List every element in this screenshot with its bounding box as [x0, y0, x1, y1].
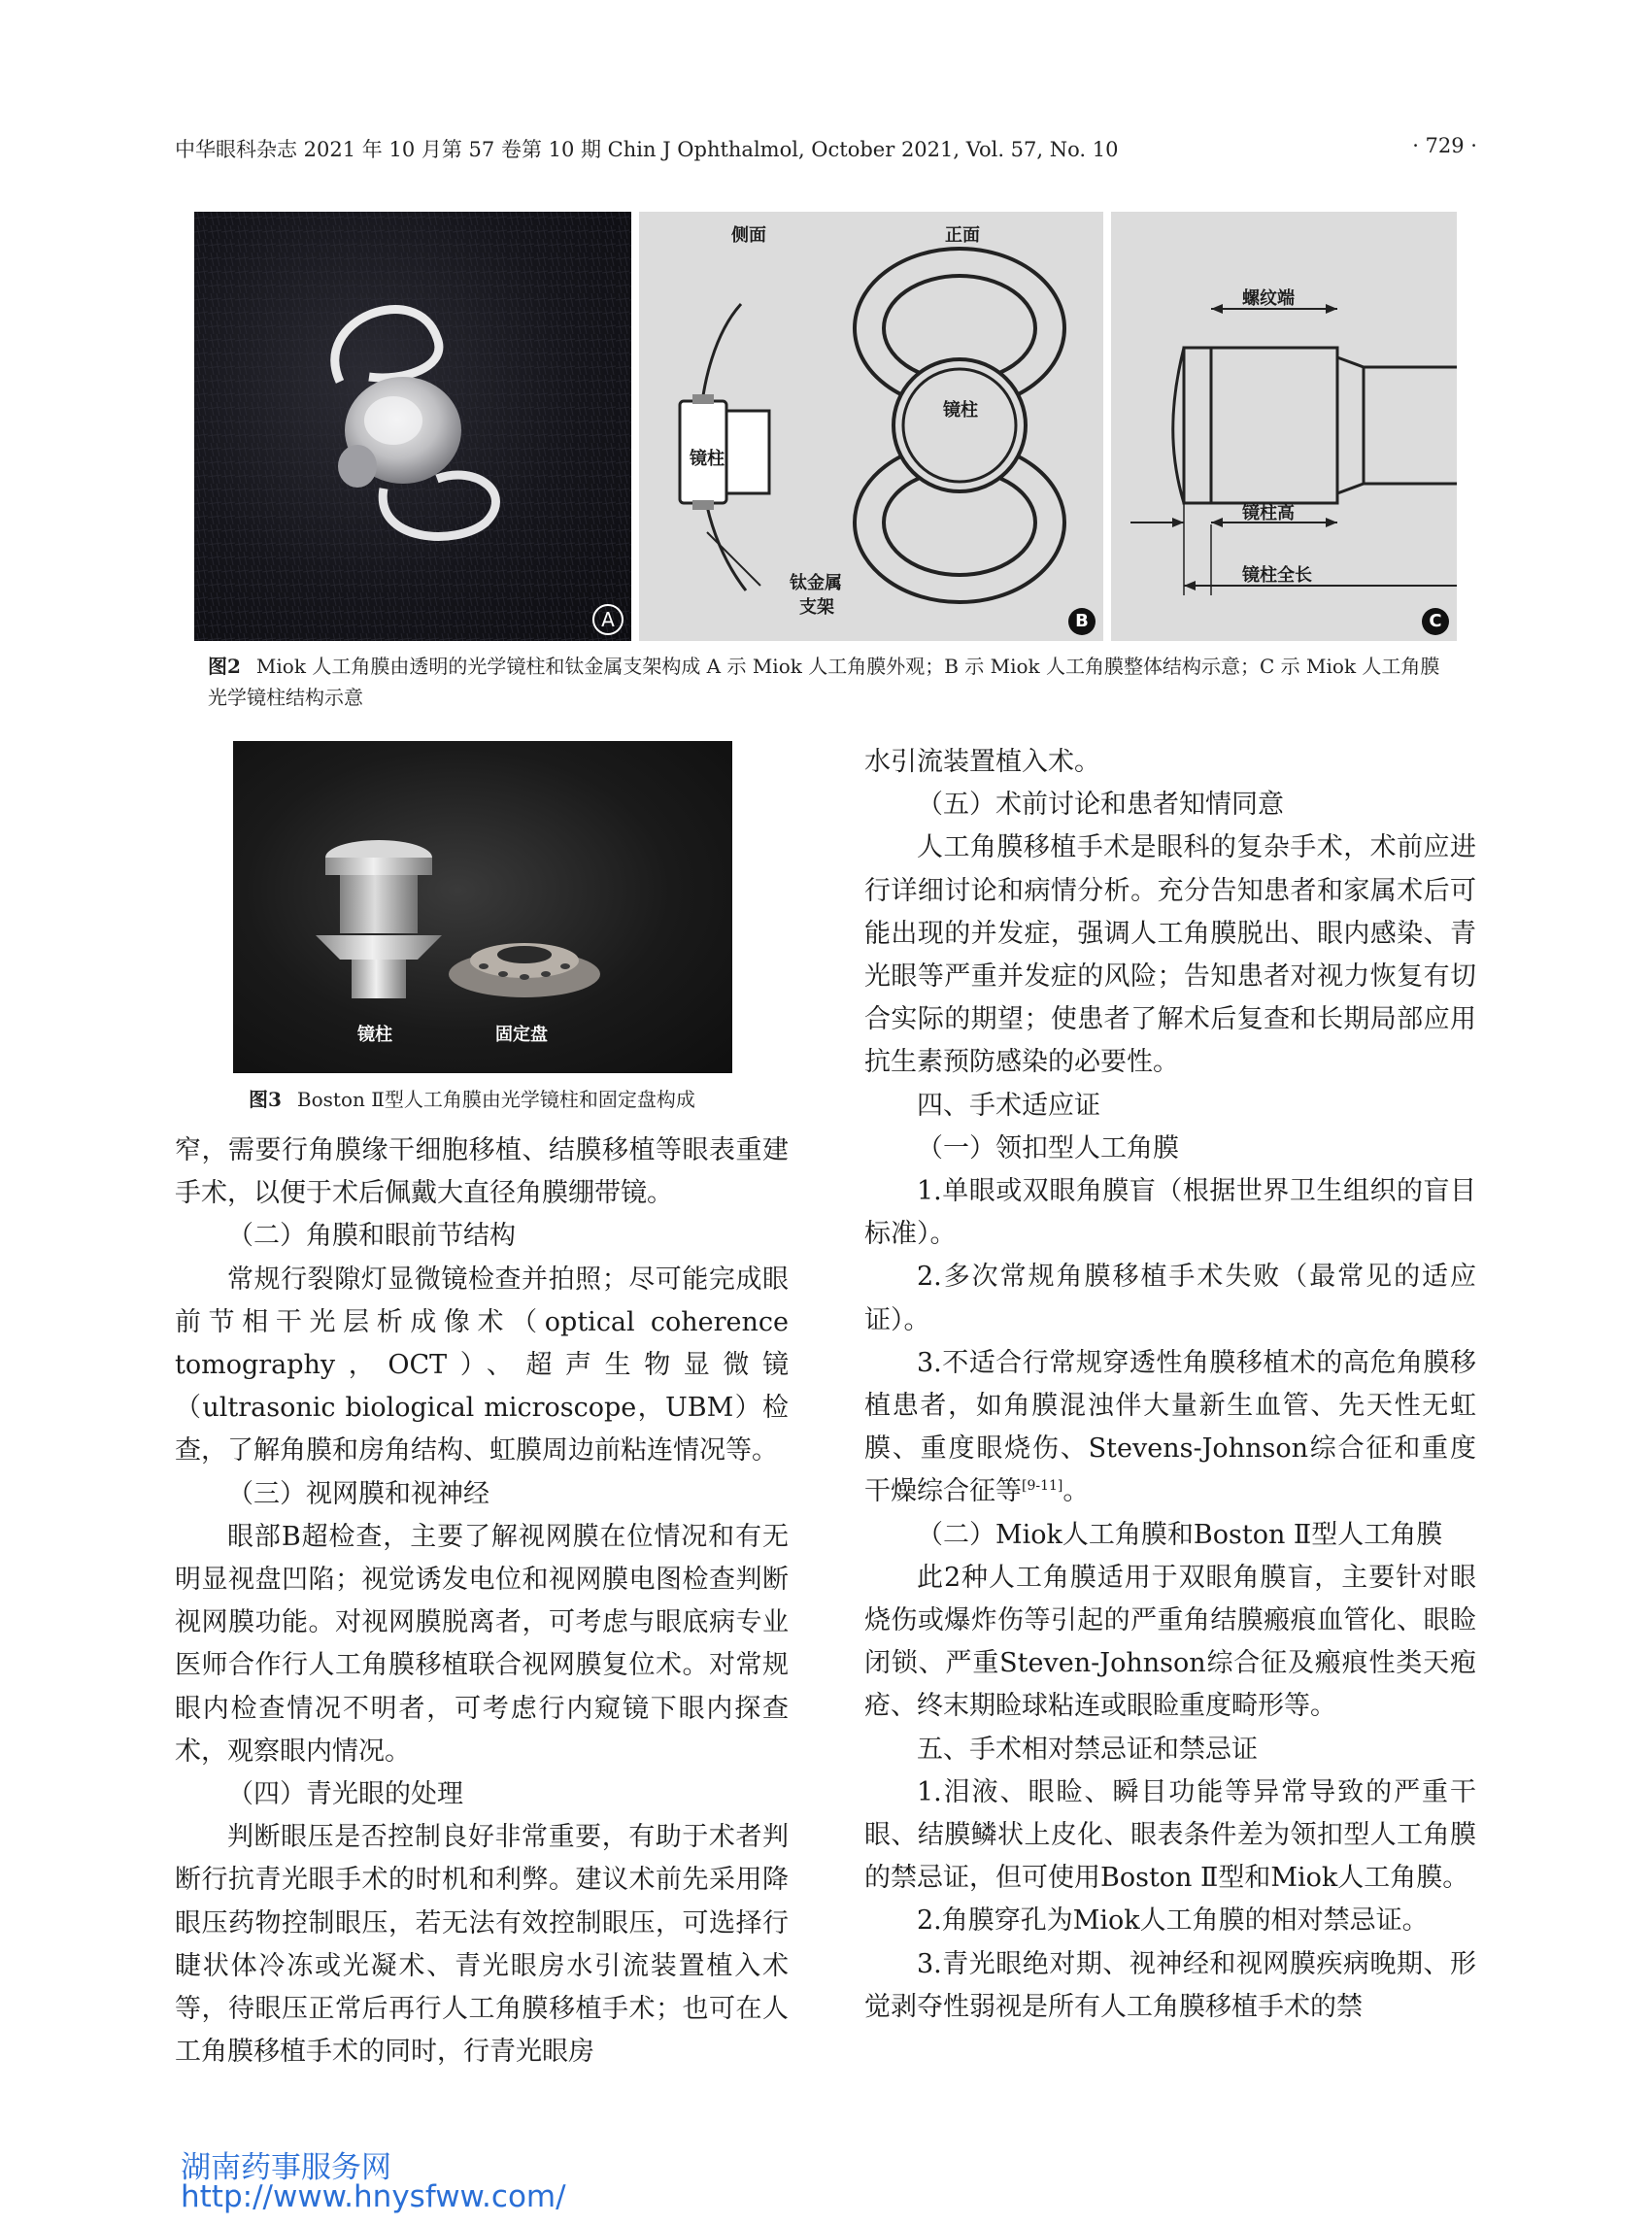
section-heading: （二）角膜和眼前节结构: [227, 1221, 516, 1252]
panel-b-marker-icon: B: [1068, 608, 1096, 635]
figure2-panel-b-schematic: [639, 212, 1103, 641]
optic-length-label: 镜柱全长: [1242, 565, 1312, 586]
section-heading: （四）青光眼的处理: [227, 1779, 463, 1810]
list-item: 2.多次常规角膜移植手术失败（最常见的适应证）。: [864, 1262, 1476, 1335]
figure2-panel-a-photo: [194, 212, 631, 641]
paragraph: 常规行裂隙灯显微镜检查并拍照；尽可能完成眼前节相干光层析成像术（optical coherence tomography，OCT）、超声生物显微镜（ultrasonic biological microscope，UBM）检查，了解角膜和房角结构、虹膜周边前粘连情况等。: [175, 1264, 789, 1466]
citation[interactable]: [9-11]: [1022, 1478, 1063, 1495]
front-optic-label: 镜柱: [943, 400, 978, 421]
page-number: · 729 ·: [1412, 134, 1477, 157]
figure3-caption-label: 图3: [249, 1088, 282, 1111]
left-column: [175, 1129, 789, 2073]
section-heading: 五、手术相对禁忌证和禁忌证: [917, 1734, 1258, 1765]
section-heading: （五）术前讨论和患者知情同意: [917, 790, 1284, 821]
section-heading: （三）视网膜和视神经: [227, 1478, 489, 1509]
frame-label-line1: 钛金属: [790, 573, 842, 593]
panel-c-marker-icon: C: [1422, 608, 1449, 635]
side-optic-label: 镜柱: [690, 449, 725, 469]
figure3-photo: [233, 741, 732, 1073]
list-item: 1.单眼或双眼角膜盲（根据世界卫生组织的盲目标准）。: [864, 1176, 1476, 1250]
side-view-label: 侧面: [731, 225, 766, 246]
front-view-label: 正面: [945, 225, 980, 246]
paragraph: 人工角膜移植手术是眼科的复杂手术，术前应进行详细讨论和病情分析。充分告知患者和家属术后可能出现的并发症，强调人工角膜脱出、眼内感染、青光眼等严重并发症的风险；告知患者对视力恢复有切合实际的期望；使患者了解术后复查和长期局部应用抗生素预防感染的必要性。: [864, 832, 1476, 1078]
watermark-name: 湖南药事服务网: [181, 2150, 391, 2185]
list-item: [864, 1342, 1476, 1514]
list-item: 2.角膜穿孔为Miok人工角膜的相对禁忌证。: [917, 1905, 1429, 1937]
watermark-url[interactable]: http://www.hnysfww.com/: [181, 2179, 566, 2214]
figure3-caption: [249, 1084, 792, 1115]
frame-label-line2: 支架: [799, 597, 834, 618]
running-head: 中华眼科杂志 2021 年 10 月第 57 卷第 10 期 Chin J Ophthalmol, October 2021, Vol. 57, No. 10: [175, 138, 1119, 161]
list-item-text: 3.不适合行常规穿透性角膜移植术的高危角膜移植患者，如角膜混浊伴大量新生血管、先天性无虹膜、重度眼烧伤、Stevens-Johnson综合征和重度干燥综合征等: [864, 1347, 1476, 1507]
figure3-plate-label: 固定盘: [495, 1025, 548, 1045]
list-item-tail: 。: [1062, 1476, 1090, 1507]
figure2-panel-c-schematic: [1111, 212, 1457, 641]
list-item: 1.泪液、眼睑、瞬目功能等异常导致的严重干眼、结膜鳞状上皮化、眼表条件差为领扣型人工角膜的禁忌证，但可使用Boston Ⅱ型和Miok人工角膜。: [864, 1776, 1476, 1894]
optic-height-label: 镜柱高: [1242, 503, 1295, 523]
figure3-caption-text: Boston Ⅱ型人工角膜由光学镜柱和固定盘构成: [296, 1088, 695, 1111]
paragraph: 此2种人工角膜适用于双眼角膜盲，主要针对眼烧伤或爆炸伤等引起的严重角结膜瘢痕血管化、眼睑闭锁、严重Steven-Johnson综合征及瘢痕性类天疱疮、终末期睑球粘连或眼睑重度畸形等。: [864, 1562, 1476, 1722]
figure2-caption: [208, 651, 1451, 713]
section-heading: （二）Miok人工角膜和Boston Ⅱ型人工角膜: [917, 1519, 1443, 1550]
figure2-caption-label: 图2: [208, 655, 241, 678]
paragraph: 窄，需要行角膜缘干细胞移植、结膜移植等眼表重建手术，以便于术后佩戴大直径角膜绷带镜。: [175, 1135, 789, 1209]
section-heading: 四、手术适应证: [917, 1090, 1100, 1121]
right-column: [864, 741, 1476, 2029]
paragraph: 眼部B超检查，主要了解视网膜在位情况和有无明显视盘凹陷；视觉诱发电位和视网膜电图检查判断视网膜功能。对视网膜脱离者，可考虑与眼底病专业医师合作行人工角膜移植联合视网膜复位术。对常规眼内检查情况不明者，可考虑行内窥镜下眼内探查术，观察眼内情况。: [175, 1521, 789, 1767]
paragraph: 水引流装置植入术。: [864, 747, 1100, 777]
panel-a-marker-icon: A: [592, 604, 624, 635]
section-heading: （一）领扣型人工角膜: [917, 1132, 1179, 1163]
paragraph: 判断眼压是否控制良好非常重要，有助于术者判断行抗青光眼手术的时机和利弊。建议术前先采用降眼压药物控制眼压，若无法有效控制眼压，可选择行睫状体冷冻或光凝术、青光眼房水引流装置植入术等，待眼压正常后再行人工角膜移植手术；也可在人工角膜移植手术的同时，行青光眼房: [175, 1822, 789, 2068]
thread-end-label: 螺纹端: [1242, 288, 1295, 309]
figure3-optic-label: 镜柱: [357, 1025, 392, 1045]
figure2-caption-text: Miok 人工角膜由透明的光学镜柱和钛金属支架构成 A 示 Miok 人工角膜外观；B 示 Miok 人工角膜整体结构示意；C 示 Miok 人工角膜光学镜柱结构示意: [208, 655, 1440, 709]
list-item: 3.青光眼绝对期、视神经和视网膜疾病晚期、形觉剥夺性弱视是所有人工角膜移植手术的禁: [864, 1948, 1476, 2022]
